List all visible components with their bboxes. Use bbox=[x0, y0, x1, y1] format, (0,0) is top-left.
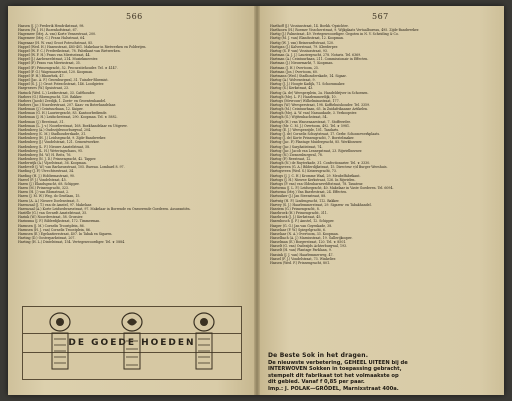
ad-badge-left-icon bbox=[49, 311, 71, 375]
directory-entry: Hartogh (M.) Ceintuurbaan, 65. In Zuidafrikaanse Artikelen. bbox=[270, 107, 369, 112]
directory-entry: Hardeman (G. H.) Lauriergracht, 83. Kantoorbediende. bbox=[18, 111, 108, 116]
directory-entry: Haren (H. J.) van Blomstraat, 2. bbox=[18, 190, 70, 195]
directory-entry: Happel (Jac. A. F.) Groenburgwal, 31. Tuinder-Bloemist. bbox=[18, 78, 109, 83]
directory-entry: Hardenberg (J.) Vondelstraat, 121. Cementwerker. bbox=[18, 140, 100, 145]
directory-entry: Hagenaar (H. W. van) Groot Poteschstraat, 85. bbox=[18, 40, 94, 45]
directory-entry: Harmsen (E.) Egelantiersstraat, 407. In Tabak en Sigaren. bbox=[18, 231, 113, 236]
directory-entry: Hardenberg (H. J.) Leidsegracht, 9. Zijde-Bandwerker. bbox=[18, 136, 106, 141]
directory-entry: Hartman (Jos.) Overtoom, 60. bbox=[270, 69, 318, 74]
directory-entry: Happel (P. G.) Wagenaarstraat, 120. Koopman. bbox=[18, 69, 94, 74]
notice-line-4: stempelt dit fabrikaat tot het volmaakste op bbox=[268, 372, 399, 379]
ad-band-text: DE GOEDE HOEDEN bbox=[23, 333, 241, 353]
directory-entry: Hartogsveen (G. A.) Bilderdijkstraat, 15. Directeur v/d Burger Weeshuis. bbox=[270, 165, 388, 170]
directory-entry: Hartwig (H. F.) Lindengracht, 112. Bakker. bbox=[270, 198, 340, 203]
directory-entry: Harinck (Wed. L.) Leidsestraat, 33. Caféhouder. bbox=[18, 90, 96, 95]
directory-entry: Hartig (M. J. van) Elandsstraat, 12. Koopman. bbox=[270, 36, 344, 41]
directory-entry: Haren (J. M. W.) Weg, do Gentlaan, 15. bbox=[18, 194, 81, 199]
directory-entry: Hartogs (Mevrouw) Wilhelminastraat, 177. bbox=[270, 98, 340, 103]
directory-entry: Hartogh (Mej. A. W. van) Nassaukade, 3. Verkoopster. bbox=[270, 111, 357, 116]
directory-entry: Haren (M.) Prinsengracht, 323. bbox=[18, 186, 69, 191]
notice-line-2: De nieuwste verbetering, GEHEEL UITEEN bij de bbox=[268, 359, 408, 366]
directory-entry: Happel (J.) Aarbeneelstraat, 214. Muziekmeester. bbox=[18, 57, 98, 62]
directory-entry: Happel (P.) Prinsengracht, 52. Procuratiehouder. Tel. ★ 4147. bbox=[18, 65, 118, 70]
directory-entry: Hardeman (J.) Ceintuurbaan, 12. Kuiper. bbox=[18, 107, 84, 112]
directory-entry: Haren (A. A.) Nieuwe Doelenstraat, 5. bbox=[18, 198, 80, 203]
directory-entry: Harbers (Jacob) Zeedijk, 1. Zoete- en Groentenhandel. bbox=[18, 98, 107, 103]
directory-entry: Hartog (A.) Wolvenstraat, 9. bbox=[270, 78, 316, 83]
directory-entry: Hartogh (N.) de Ruyterkade, 31. Confectionarier. Tel. ★ 3330. bbox=[270, 161, 371, 166]
directory-entry: Hardeman (J.) Reestraat, 31. bbox=[18, 119, 65, 124]
directory-entry: Harvey (S. J.) Haarlemmerstraat, 29. Sigaren- en Tabakhandel. bbox=[270, 202, 372, 207]
directory-entry: Hartogs (P. van) van Oldenbarneveldtstraat, 78. Taxateur. bbox=[270, 181, 364, 186]
sock-advertisement-notice bbox=[268, 353, 496, 393]
directory-entry: Hasselt (H. van) Plantage Parklaan, 9. bbox=[270, 248, 332, 253]
directory-entry: Hartman (J. H.) Overtoom, 25. bbox=[270, 65, 319, 70]
directory-entry: Hartog (J. de) Korte Prinsengracht, 7. Borstelmaker. bbox=[270, 136, 355, 141]
directory-entry: Hardenberg (A.) Oudezijdsvoorburgwal, 204. bbox=[18, 127, 92, 132]
directory-entry: Hartog (Mr. C. M. J.) Overtoom, 492. Tel. ★ 5981. bbox=[270, 123, 351, 128]
right-page-number: 567 bbox=[372, 12, 389, 21]
directory-entry: Hasenbosch (J. F.) Amstel, 12. Schipper. bbox=[270, 219, 335, 224]
directory-entry: Hartig (W. J. van) Reinwardtstraat, 120. bbox=[270, 40, 335, 45]
directory-entry: Harziem (G.) Prinsengracht, 8. bbox=[270, 206, 320, 211]
directory-entry: Harmsen (J. M.) Cornelis Troostplein, 86. bbox=[18, 223, 85, 228]
directory-entry: Harting (H. L.) Dintelstraat, 154. Vertegenwoordiger. Tel. ★ 5884. bbox=[18, 240, 126, 245]
left-entries-list bbox=[18, 24, 244, 306]
directory-entry: Happel (Wed. H.) Hazenstraat, 485-401. Makelaar in Rietwerken en Polderijen. bbox=[18, 44, 147, 49]
directory-entry: Hartman (J.) Nieuwmarkt, 7. Koopman. bbox=[270, 61, 334, 66]
directory-entry: Hardeman (L. J. v.) Noorderstraat, 168. Boekhandelaar en Uitgever. bbox=[18, 123, 128, 128]
directory-entry: Hartigan (J.) Kalverstraat, 79. Kleederper. bbox=[270, 44, 338, 49]
directory-entry: Happel (P. H.) Blauwhek, 47. bbox=[18, 73, 65, 78]
advertisement bbox=[22, 306, 242, 380]
directory-entry: Hardevelt (J. W.) van Barlaeusstraat, 105. Bureau. Lombard 8. 97. bbox=[18, 165, 125, 170]
directory-entry: Hartog (Jac.) Jacob van Lennepstraat, 23. Rijwielbouwer. bbox=[270, 148, 363, 153]
directory-entry: Hartsema (J. L. F.) Leidsegracht, 40. Makelaar in Vaste Goederen. Tel. 6094. bbox=[270, 186, 394, 191]
directory-entry: Hassel (F. J.) Vondelstraat, 73. Winkelier. bbox=[270, 256, 336, 261]
directory-entry: Harenzaal (A.) Korte Leidsedwarsstraat, 97. Makelaar in Borrende en Onroerende Goederen. Assurantiën. bbox=[18, 206, 191, 211]
directory-entry: Hargreaves (W.) Spuistraat, 23. bbox=[18, 86, 70, 91]
directory-entry: Hasper (G. G.) Jan van Goyenkade, 38. bbox=[270, 223, 333, 228]
directory-entry: Hartog (E. J.) Weesperzijde, 101. Tandarts. bbox=[270, 127, 340, 132]
directory-entry: Hardenberg (C. M.) Stadhouderskade, 31. bbox=[18, 132, 87, 137]
directory-entry: Hartog (J. de) Cornelis Schuytstraat, 17. Gerbr. Schoonewerkplaats. bbox=[270, 132, 381, 137]
directory-entry: Hasselt (G. van) Oudezijds Achterburgwal, 193. bbox=[270, 244, 348, 249]
directory-entry: Hartogs (J. H.) Nieuwe Kerkstraat, 126. In Rijwielen. bbox=[270, 177, 356, 182]
directory-entry: Hartig (J.) Palmstraat, 49. Vertegenwoordiger. Gegoten in N. V. Scheiding & Co. bbox=[270, 32, 399, 37]
directory-entry: Hartogh (Mej. L. F.) Haarlemmerdijk, 10. bbox=[270, 94, 337, 99]
directory-entry: Hareel (P. J.) Vondelstraat, 45. bbox=[18, 177, 67, 182]
directory-entry: Hartsuiker (J.) Jan Steenstraat, 88. bbox=[270, 194, 327, 199]
directory-entry: Hagemeer (Mej. A. van) Korte Vennestraat, 200. bbox=[18, 32, 97, 37]
directory-entry: Hartog (N.) Zwanenburgwal, 78. bbox=[270, 152, 323, 157]
directory-entry: Hartmann (Wed.) Stadhouderskade, 14. Sigaar. bbox=[270, 73, 347, 78]
directory-entry: Hassen (J. J.) Frederik Hendrikstraat, 98. bbox=[18, 24, 85, 28]
directory-entry: Harink (W.) Noorderstraat, 58. Grossier. bbox=[18, 215, 84, 220]
directory-entry: Hartman (A.) Ceintuurbaan, 211. Commissionair in Effecten. bbox=[270, 57, 369, 62]
directory-entry: Harting (D.) Oosterparkstraat, 207. bbox=[18, 235, 76, 240]
directory-entry: Harbers (G.) Bloemgracht, 120. Bakker. bbox=[18, 94, 83, 99]
directory-entry: Hartogh (G.) Wijttenbachstraat, 54. bbox=[270, 115, 328, 120]
directory-entry: Hartog (A. de) Weesperplein, 2a. Handeldrijver in Schoenen. bbox=[270, 90, 369, 95]
directory-entry: Hagemeer (Mej. C.) Frans Halsstraat, 64. bbox=[18, 36, 86, 41]
directory-entry: Hassink (J. J. van) Haarlemmerweg, 47. bbox=[270, 252, 334, 257]
directory-entry: Hartog (Jac.) Sarphatistraat, 74. bbox=[270, 144, 323, 149]
directory-entry: Harinxma (J. F.) Bilderdijkstraat, 172. Timmerman. bbox=[18, 219, 101, 224]
directory-entry: Harenzaal (J. T.) van de Amstel, 97. Makelaar. bbox=[18, 202, 92, 207]
directory-entry: Hasebroek (J. J.) Kerkstraat, 45. bbox=[270, 215, 322, 220]
notice-line-5: dit gebied. Vanaf f 0,85 per paar. bbox=[268, 379, 365, 386]
directory-entry: Hasselaar (N. A.) Overtoom, 33. Koopman. bbox=[270, 231, 339, 236]
directory-entry: Happel (W. F. H.) Frans van Mierisstraat, 44. bbox=[18, 53, 91, 58]
directory-entry: Hartogsveen (Wed. S.) Keizersgracht, 73. bbox=[270, 169, 337, 174]
directory-entry: Hassen (W. J. H.) Rozenhofstraat, 67. bbox=[18, 28, 78, 33]
directory-entry: Hardenberg (M. W.) H. Reitz, 76. bbox=[18, 152, 72, 157]
directory-entry: Hasselman (E.) Borgerstraat, 120. Tel. ★ 8501. bbox=[270, 240, 347, 245]
right-entries-list bbox=[270, 24, 496, 360]
directory-entry: Harbers (Jac.) Noorderstraat, 207. Kaas- en Boterhandelaar. bbox=[18, 102, 116, 107]
directory-entry: Hardenberg (L. F.) Nieuwe Amstelstraat, 58. bbox=[18, 144, 91, 149]
directory-entry: Hartsema (Mej.) Van Baerlestraat, 24. Effecten. bbox=[270, 190, 348, 195]
directory-entry: Harmsen (H. J. van) Cornelis Troostplein, 86. bbox=[18, 227, 91, 232]
directory-entry: Hartog (Jac. P.) Plantage Muidergracht, 85. Werkbouwer. bbox=[270, 140, 363, 145]
ad-badge-center-icon bbox=[121, 311, 143, 375]
directory-entry: Hartog (J. J.) Hoogte Kadijk, 71. Schoenmaker. bbox=[270, 82, 346, 87]
directory-entry: Happel (P.) Frans van Mierisstraat, 35. bbox=[18, 61, 81, 66]
directory-entry: Hardenberg (L. H.) Weteringschans, 95. bbox=[18, 148, 83, 153]
ad-badge-right-icon bbox=[193, 311, 215, 375]
directory-entry: Hasselbach (A. J.) Marnixstraat, 19. Gallerijkooper. bbox=[270, 235, 353, 240]
directory-entry: Harthoff (J.) Vossiusstraat, 14. Boekh.-Opzichter. bbox=[270, 24, 349, 28]
directory-entry: Hasebroek (H.) Prinsengracht, 311. bbox=[270, 211, 328, 216]
directory-entry: Hartogs (J. J. C. H.) Kromme Waal, 29. Meubelfabrikant. bbox=[270, 173, 361, 178]
right-page bbox=[260, 6, 504, 395]
directory-entry: Hartogs (W.) Weesperstraat, 198. Koffiehuishouder. Tel. 3359. bbox=[270, 102, 371, 107]
notice-line-3: INTERWOVEN Sokken in toepassing gebracht, bbox=[268, 366, 402, 373]
directory-entry: Hardenberg (N. J. D.) Prinsengracht, 42. Tapper. bbox=[18, 157, 97, 161]
directory-entry: Hartman (A. J. J.) Lauriergracht, 278. Notaris. Tel. 6369. bbox=[270, 53, 362, 58]
left-page-number: 566 bbox=[126, 12, 143, 21]
directory-entry: Hardeman (J. H.) Leidschestraat, 290. Koopman. Tel. ★ 5882. bbox=[18, 115, 118, 120]
notice-line-6: Imp.: J. POLAK—GRÖDEL, Marnixstraat 400a. bbox=[268, 385, 399, 392]
directory-entry: Hartog (S.) Kerkstraat, 43. bbox=[270, 86, 314, 91]
directory-entry: Hariëlle (G.) van Gerardt Amstelstraat, 35. bbox=[18, 211, 88, 216]
book-spread bbox=[8, 6, 504, 395]
directory-entry: Happel (S. J. J.) Groot Poteschstraat, 146. Loodgieter. bbox=[18, 82, 105, 87]
directory-entry: Hartogh (H.) van Wassenaarstraat, 7. Stoffeerder. bbox=[270, 119, 351, 124]
directory-entry: Harding (J. P.) Utrechtsestraat, 34. bbox=[18, 169, 75, 174]
directory-entry: Hartog (S. P. van) Vossiusstraat, 93. bbox=[270, 48, 328, 53]
directory-entry: Hasselaar (F. W.) Spiegelgracht, 6. bbox=[270, 227, 326, 232]
directory-entry: Haren (J.) Elandsgracht, 68. Schipper. bbox=[18, 181, 80, 186]
left-page bbox=[8, 6, 254, 395]
directory-entry: Harderwijk (A.) Vijzelstraat, 36. Koopman. bbox=[18, 161, 87, 166]
directory-entry: Hartog (P.) Reestraat, 12. bbox=[270, 157, 312, 161]
directory-entry: Harthoorn (H.) Roemer Visscherstraat, 9. Wijkplaats Vertaalbureau, 495. Zijde-Bandwerker. bbox=[270, 28, 420, 33]
directory-entry: Harding (H. J.) Hobbemastraat, 90. bbox=[18, 173, 75, 178]
directory-entry: Hassen (Wed. F.) Prinsengracht, 801. bbox=[270, 260, 331, 265]
notice-line-1: De Beste Sok in het dragen. bbox=[268, 352, 369, 359]
directory-entry: Happel (W. F. C.) Frederikstraat, 78. Fabrikant van Rietwerken. bbox=[18, 48, 121, 53]
